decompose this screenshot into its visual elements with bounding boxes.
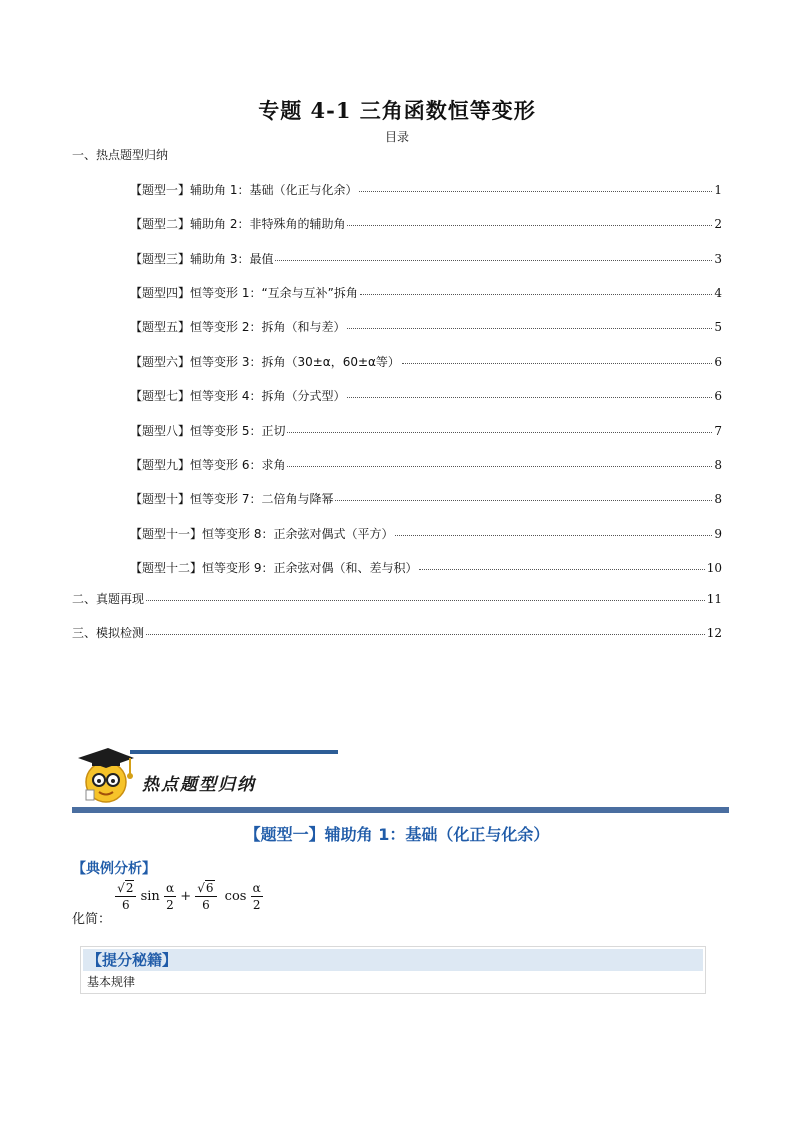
toc-leader	[335, 490, 712, 501]
toc-leader	[146, 624, 705, 635]
toc-entry-type-6[interactable]	[130, 354, 722, 370]
toc-entry-type-7[interactable]	[130, 388, 722, 404]
toc-leader	[287, 422, 712, 433]
toc-entry-tag: 【题型四】	[130, 286, 191, 300]
toc-entry-label: 二、真题再现	[72, 592, 145, 606]
toc-page-number: 12	[706, 626, 722, 640]
toc-leader	[347, 318, 712, 329]
toc-entry-label	[130, 388, 345, 404]
toc-entry-type-2[interactable]	[130, 216, 722, 232]
banner-accent-line	[130, 750, 338, 754]
toc-entry-label	[130, 251, 273, 267]
tip-box	[80, 946, 706, 994]
toc-page-number: 9	[714, 527, 722, 541]
toc-entry-label	[130, 423, 285, 439]
toc-entry-text: 恒等变形 4：拆角（分式型）	[190, 389, 346, 403]
toc-page-number: 10	[706, 561, 722, 575]
toc-entry-type-1[interactable]	[130, 182, 722, 198]
fraction-alpha-over-2-cos: $\frac{\alpha}{2}$	[252, 881, 261, 912]
toc-entry-tag: 【题型十一】	[130, 527, 203, 541]
toc-entry-text: 恒等变形 9：正余弦对偶（和、差与积）	[202, 561, 418, 575]
toc-entry-tag: 【题型十】	[130, 492, 191, 506]
toc-entry-hot-topics[interactable]	[72, 147, 722, 163]
banner-divider	[72, 807, 729, 813]
fraction-sqrt6-over-6: $\frac{√6}{6}$	[195, 880, 216, 913]
banner-title: 热点题型归纳	[142, 775, 256, 795]
toc-entry-tag: 【题型七】	[130, 389, 191, 403]
toc-leader	[287, 456, 712, 467]
toc-entry-label: 三、模拟检测	[72, 626, 145, 640]
toc-entry-label	[130, 285, 358, 301]
toc-leader	[359, 181, 712, 192]
toc-leader	[402, 353, 712, 364]
toc-entry-label	[130, 526, 393, 542]
toc-entry-type-3[interactable]	[130, 251, 722, 267]
toc-entry-text: 恒等变形 5：正切	[190, 424, 286, 438]
toc-entry-type-5[interactable]	[130, 319, 722, 335]
toc-entry-tag: 【题型一】	[130, 183, 191, 197]
toc-entry-text: 辅助角 2：非特殊角的辅助角	[190, 217, 346, 231]
section-banner	[72, 740, 732, 815]
toc-entry-text: 恒等变形 8：正余弦对偶式（平方）	[202, 527, 394, 541]
toc-page-number: 11	[706, 592, 722, 606]
toc-entry-tag: 【题型二】	[130, 217, 191, 231]
toc-leader	[347, 387, 712, 398]
toc-entry-mock-tests[interactable]	[72, 625, 722, 641]
toc-leader	[146, 590, 705, 601]
toc-entry-tag: 【题型十二】	[130, 561, 203, 575]
toc-entry-tag: 【题型九】	[130, 458, 191, 472]
toc-entry-label	[130, 491, 333, 507]
toc-entry-label	[130, 216, 345, 232]
fraction-alpha-over-2: $\frac{\alpha}{2}$	[165, 881, 175, 912]
toc-leader	[360, 284, 712, 295]
simplify-prefix: 化简：	[72, 912, 112, 927]
toc-heading: 目录	[384, 130, 409, 144]
toc-page-number: 7	[714, 424, 722, 438]
sin-function: sin	[140, 889, 160, 904]
tip-heading: 【提分秘籍】	[83, 949, 703, 971]
toc-page-number: 6	[714, 389, 722, 403]
toc-entry-type-10[interactable]	[130, 491, 722, 507]
cos-function: cos	[224, 889, 247, 904]
toc-entry-tag: 【题型六】	[130, 355, 191, 369]
toc-entry-text: 恒等变形 2：拆角（和与差）	[190, 320, 346, 334]
page-title: 专题 4-1 三角函数恒等变形	[258, 98, 536, 123]
toc-entry-text: 恒等变形 7：二倍角与降幂	[190, 492, 334, 506]
tip-body: 基本规律	[87, 975, 136, 989]
toc-entry-real-exams[interactable]	[72, 591, 722, 607]
toc-entry-type-12[interactable]	[130, 560, 722, 576]
plus-sign: +	[180, 889, 192, 904]
toc-leader	[395, 525, 712, 536]
scholar-mascot-icon	[72, 740, 136, 806]
toc-entry-type-9[interactable]	[130, 457, 722, 473]
toc-entry-tag: 【题型五】	[130, 320, 191, 334]
toc-entry-text: 辅助角 1：基础（化正与化余）	[190, 183, 358, 197]
toc-entry-text: 恒等变形 1：“互余与互补”拆角	[190, 286, 358, 300]
toc-entry-tag: 【题型八】	[130, 424, 191, 438]
toc-entry-label	[130, 560, 417, 576]
toc-page-number: 3	[714, 252, 722, 266]
toc-entry-label	[130, 182, 357, 198]
toc-entry-label	[130, 354, 400, 370]
toc-leader	[419, 559, 704, 570]
toc-entry-text: 辅助角 3：最值	[190, 252, 274, 266]
toc-entry-type-8[interactable]	[130, 423, 722, 439]
toc-leader	[347, 215, 712, 226]
example-formula	[72, 880, 263, 927]
toc-entry-text: 恒等变形 3：拆角（30±α，60±α等）	[190, 355, 400, 369]
section-heading: 【题型一】辅助角 1：基础（化正与化余）	[244, 825, 550, 844]
toc-entry-tag: 【题型三】	[130, 252, 191, 266]
toc-page-number: 8	[714, 492, 722, 506]
toc-entry-label	[130, 457, 285, 473]
toc-entry-type-4[interactable]	[130, 285, 722, 301]
fraction-sqrt2-over-6: $\frac{√2}{6}$	[115, 880, 136, 913]
toc-page-number: 1	[714, 183, 722, 197]
example-heading: 【典例分析】	[72, 861, 156, 877]
toc-page-number: 8	[714, 458, 722, 472]
toc-entry-label: 一、热点题型归纳	[72, 148, 169, 162]
toc-entry-type-11[interactable]	[130, 526, 722, 542]
toc-page-number: 6	[714, 355, 722, 369]
toc-entry-text: 恒等变形 6：求角	[190, 458, 286, 472]
toc-leader	[275, 250, 712, 261]
toc-page-number: 4	[714, 286, 722, 300]
toc-page-number: 2	[714, 217, 722, 231]
toc-entry-label	[130, 319, 345, 335]
toc-page-number: 5	[714, 320, 722, 334]
